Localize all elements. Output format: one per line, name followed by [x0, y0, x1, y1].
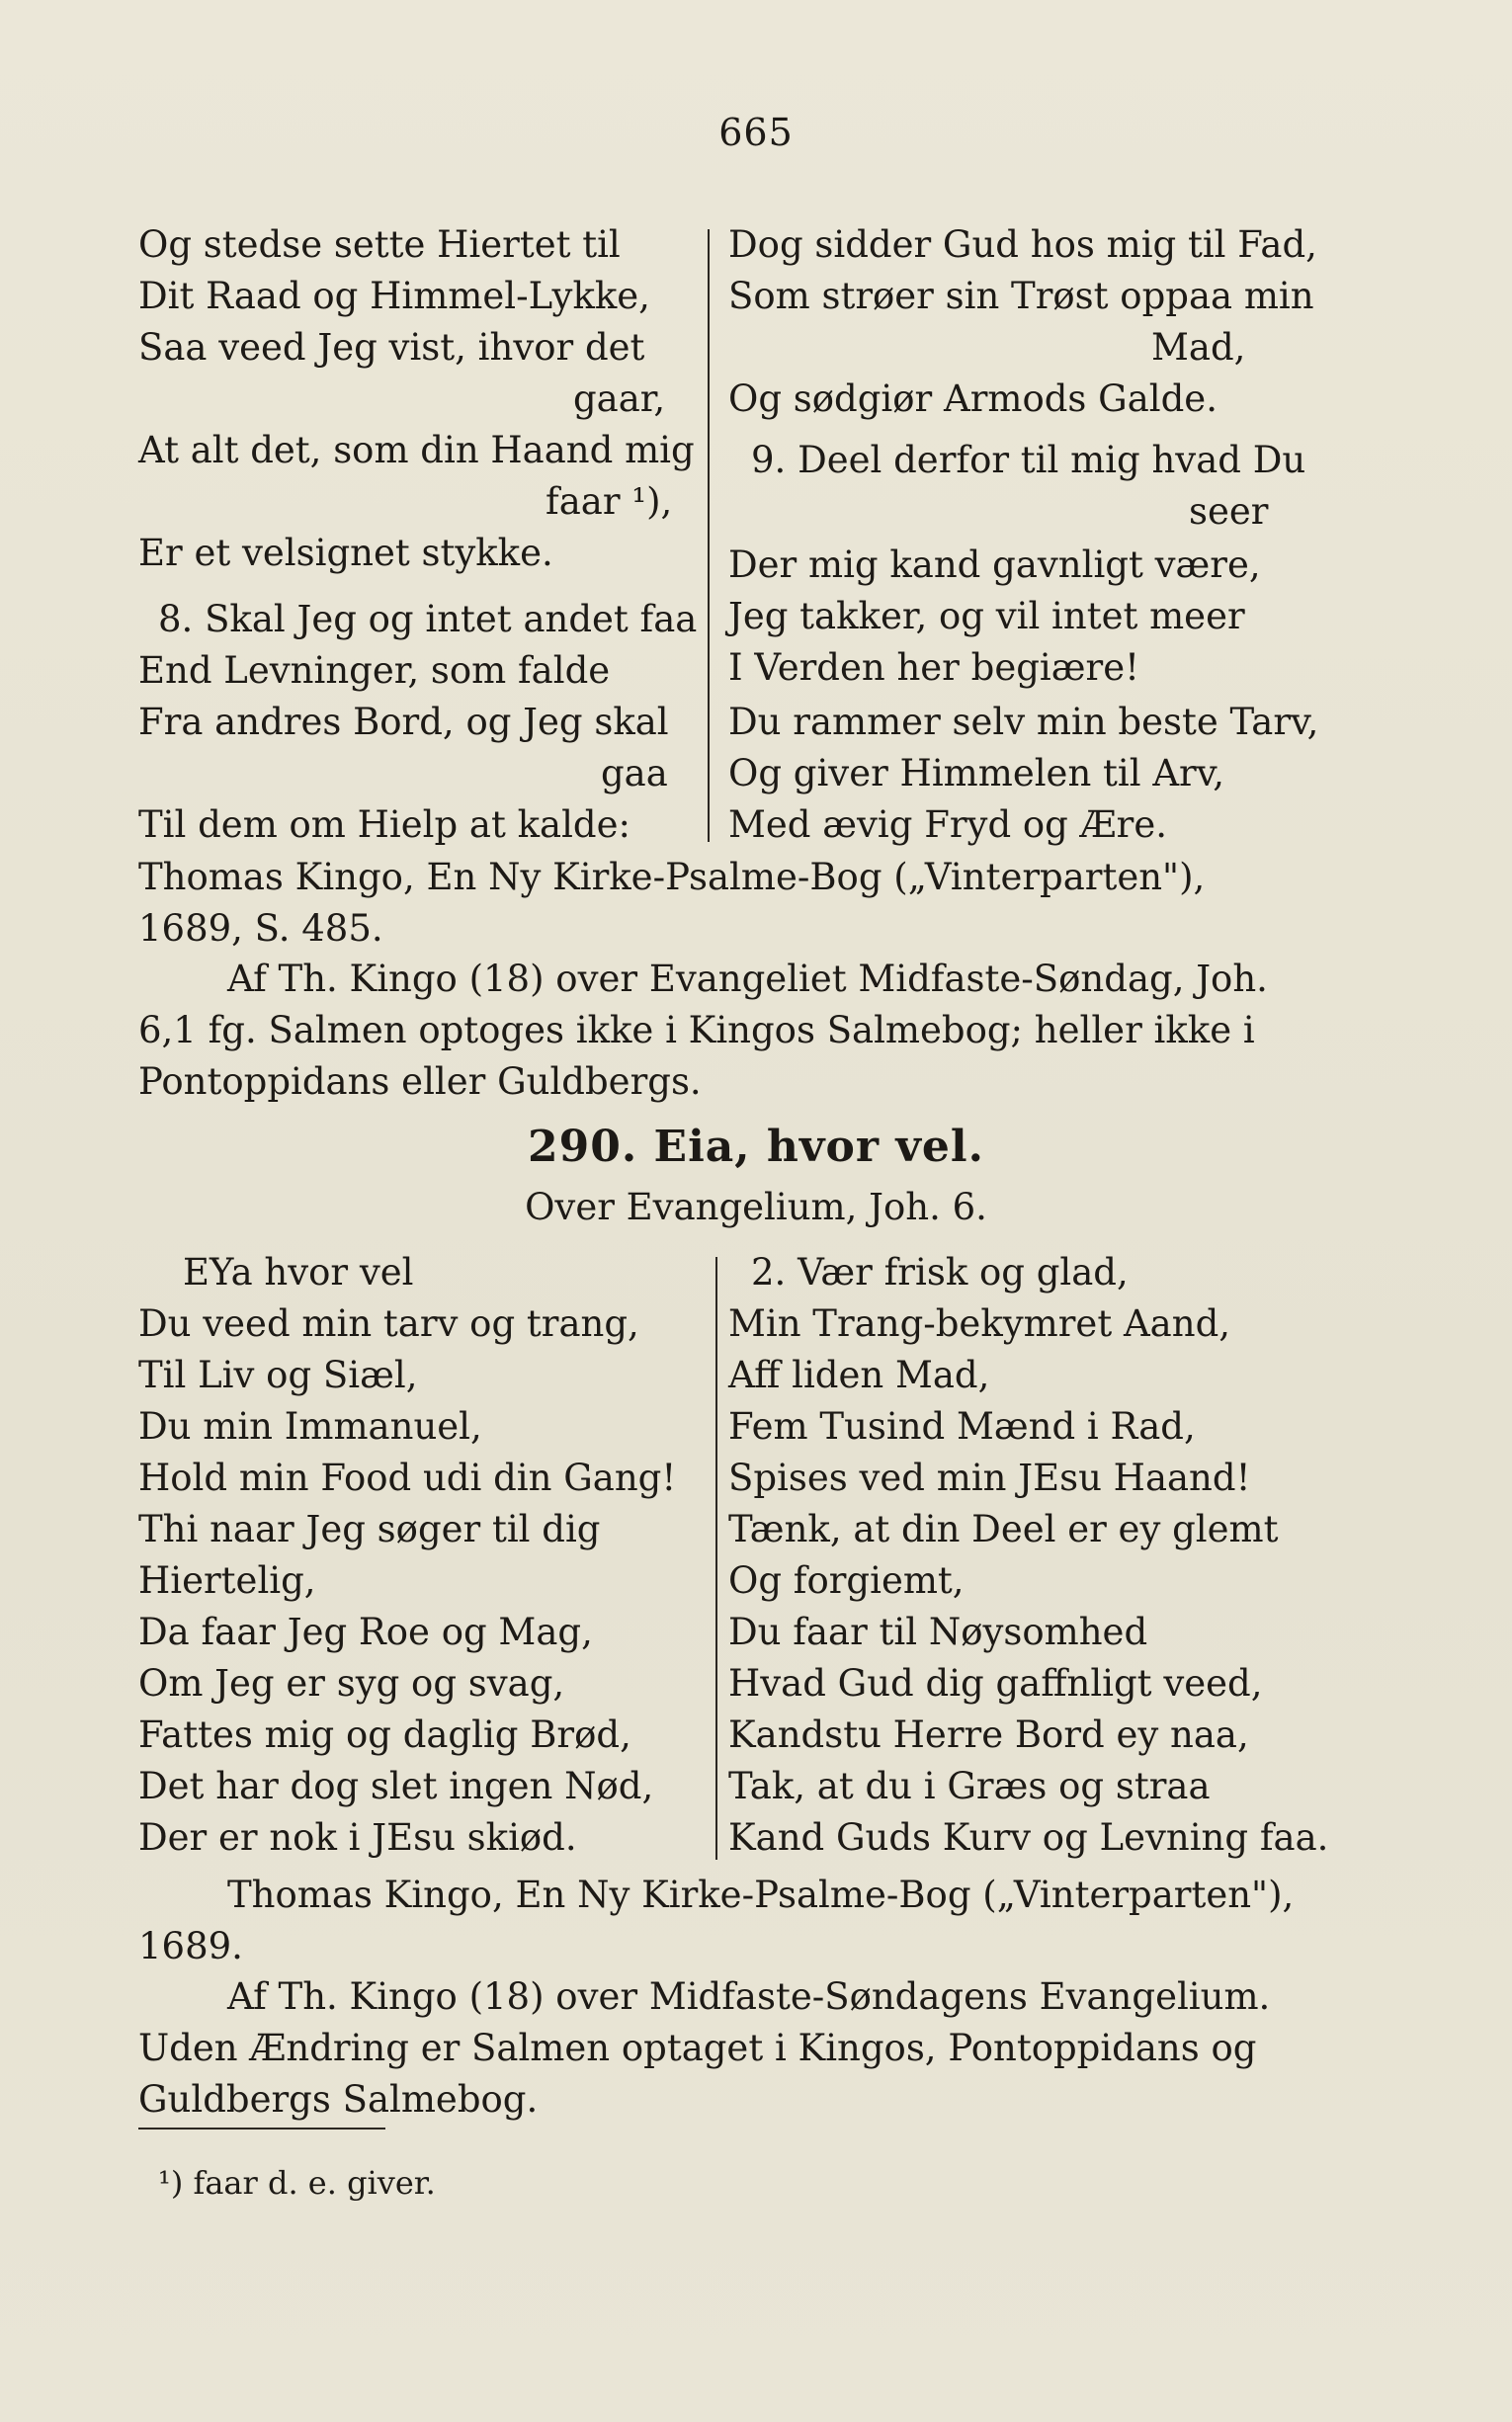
- verse-line: Du rammer selv min beste Tarv,: [728, 701, 1319, 743]
- verse-line: Fem Tusind Mænd i Rad,: [728, 1405, 1196, 1448]
- verse-line: I Verden her begiære!: [728, 646, 1139, 689]
- verse-line: Jeg takker, og vil intet meer: [728, 595, 1245, 637]
- verse-line: seer: [1189, 490, 1269, 533]
- verse-line: Tak, at du i Græs og straa: [728, 1765, 1211, 1807]
- verse-line: Saa veed Jeg vist, ihvor det: [138, 326, 645, 369]
- verse-line: Der er nok i JEsu skiød.: [138, 1816, 577, 1859]
- verse-line: gaar,: [573, 377, 666, 420]
- verse-line: Med ævig Fryd og Ære.: [728, 803, 1167, 846]
- verse-line: Det har dog slet ingen Nød,: [138, 1765, 654, 1807]
- column-divider: [715, 1257, 717, 1860]
- verse-line: Kand Guds Kurv og Levning faa.: [728, 1816, 1329, 1859]
- verse-line: 8. Skal Jeg og intet andet faa: [158, 598, 698, 640]
- verse-line: End Levninger, som falde: [138, 649, 611, 692]
- verse-line: Tænk, at din Deel er ey glemt: [728, 1508, 1279, 1550]
- verse-line: Og forgiemt,: [728, 1559, 965, 1602]
- verse-line: Kandstu Herre Bord ey naa,: [728, 1713, 1249, 1756]
- page-number: 665: [718, 111, 794, 154]
- hymn-title: 290. Eia, hvor vel.: [528, 1122, 984, 1172]
- verse-line: Aff liden Mad,: [728, 1354, 990, 1396]
- editorial-note: Af Th. Kingo (18) over Evangeliet Midfaste-Søndag, Joh. 6,1 fg. Salmen optoges ikke i Kingos Salmebog; heller ikke i Pontoppidans eller Guldbergs.: [138, 958, 1268, 1103]
- verse-line: faar ¹),: [546, 480, 673, 523]
- verse-line: Mad,: [1151, 326, 1246, 369]
- verse-line: Er et velsignet stykke.: [138, 532, 553, 574]
- verse-line: Og giver Himmelen til Arv,: [728, 752, 1225, 794]
- source-citation: Thomas Kingo, En Ny Kirke-Psalme-Bog („Vinterparten"), 1689, S. 485.: [138, 856, 1206, 950]
- verse-line: EYa hvor vel: [183, 1251, 414, 1294]
- verse-line: Hold min Food udi din Gang!: [138, 1457, 677, 1499]
- verse-line: Som strøer sin Trøst oppaa min: [728, 275, 1314, 317]
- verse-line: Da faar Jeg Roe og Mag,: [138, 1611, 593, 1653]
- verse-line: Og stedse sette Hiertet til: [138, 223, 621, 266]
- footnote: ¹) faar d. e. giver.: [158, 2164, 436, 2202]
- verse-line: Du faar til Nøysomhed: [728, 1611, 1148, 1653]
- verse-line: Der mig kand gavnligt være,: [728, 543, 1261, 586]
- hymn-subtitle: Over Evangelium, Joh. 6.: [525, 1186, 987, 1228]
- source-citation: Thomas Kingo, En Ny Kirke-Psalme-Bog („Vinterparten"), 1689.: [138, 1874, 1295, 1967]
- verse-line: Spises ved min JEsu Haand!: [728, 1457, 1251, 1499]
- verse-line: Min Trang-bekymret Aand,: [728, 1302, 1231, 1345]
- verse-line: Dit Raad og Himmel-Lykke,: [138, 275, 650, 317]
- footnote-rule: [138, 2128, 385, 2130]
- verse-line: 9. Deel derfor til mig hvad Du: [751, 439, 1306, 481]
- verse-line: At alt det, som din Haand mig: [138, 429, 695, 471]
- column-divider: [708, 229, 710, 842]
- verse-line: Dog sidder Gud hos mig til Fad,: [728, 223, 1317, 266]
- verse-line: 2. Vær frisk og glad,: [751, 1251, 1129, 1294]
- verse-line: gaa: [601, 752, 668, 794]
- editorial-note: Af Th. Kingo (18) over Midfaste-Søndagens Evangelium. Uden Ændring er Salmen optaget i Kingos, Pontoppidans og Guldbergs Salmebog.: [138, 1975, 1271, 2121]
- verse-line: Fra andres Bord, og Jeg skal: [138, 701, 669, 743]
- verse-line: Til Liv og Siæl,: [138, 1354, 418, 1396]
- verse-line: Og sødgiør Armods Galde.: [728, 377, 1218, 420]
- verse-line: Om Jeg er syg og svag,: [138, 1662, 565, 1705]
- verse-line: Thi naar Jeg søger til dig: [138, 1508, 601, 1550]
- verse-line: Til dem om Hielp at kalde:: [138, 803, 630, 846]
- verse-line: Hvad Gud dig gaffnligt veed,: [728, 1662, 1263, 1705]
- verse-line: Du min Immanuel,: [138, 1405, 482, 1448]
- verse-line: Hiertelig,: [138, 1559, 316, 1602]
- verse-line: Du veed min tarv og trang,: [138, 1302, 639, 1345]
- verse-line: Fattes mig og daglig Brød,: [138, 1713, 631, 1756]
